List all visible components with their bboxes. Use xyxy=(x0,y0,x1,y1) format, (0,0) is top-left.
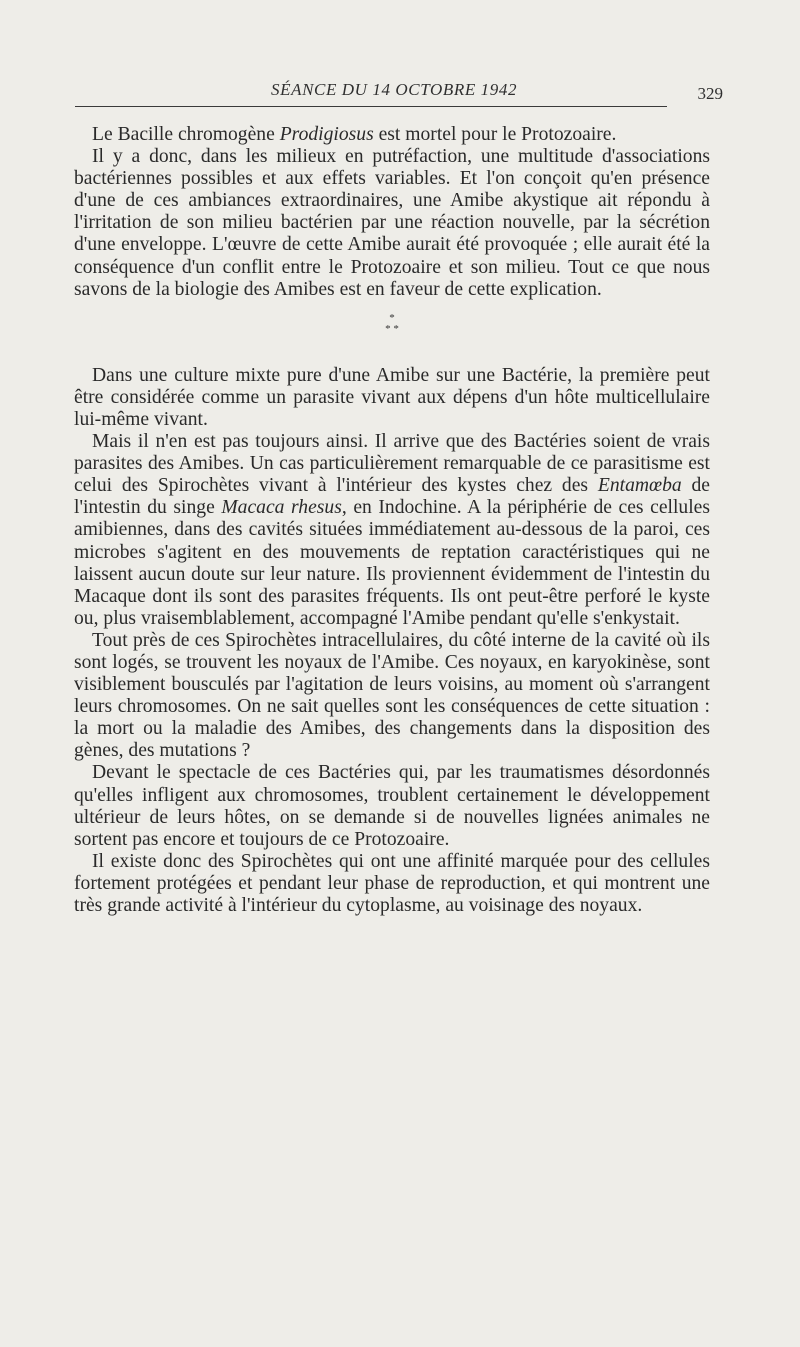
paragraph-5: Tout près de ces Spirochètes intracellulaires, du côté interne de la cavité où ils sont logés, se trouvent les noyaux de l'Amibe. Ces noyaux, en karyokinèse, sont visiblement bousculés par l'agitation de leurs voisins, au moment où s'arrangent leurs chromosomes. On ne sait quelles sont les conséquences de cette situation : la mort ou la maladie des Amibes, des changements dans la disposition des gènes, des mutations ? xyxy=(74,629,710,762)
section-asterism xyxy=(74,313,710,335)
paragraph-7: Il existe donc des Spirochètes qui ont une affinité marquée pour des cellules fortement protégées et pendant leur phase de reproduction, et qui montrent une très grande activité à l'intérieur du cytoplasme, au voisinage des noyaux. xyxy=(74,850,710,916)
paragraph-4: Mais il n'en est pas toujours ainsi. Il arrive que des Bactéries soient de vrais parasites des Amibes. Un cas particulièrement remarquable de ce parasitisme est celui des Spirochètes vivant à l'intérieur des kystes chez des Entamœba de l'intestin du singe Macaca rhesus, en Indochine. A la périphérie de ces cellules amibiennes, dans des cavités situées immédiatement au-dessous de la paroi, ces microbes s'agitent en des mouvements de reptation caractéristiques qui ne laissent aucun doute sur leur nature. Ils proviennent évidemment de l'intestin du Macaque dont ils sont des parasites fréquents. Ils ont peut-être perforé le kyste ou, plus vraisemblablement, accompagné l'Amibe pendant qu'elle s'enkystait. xyxy=(74,431,710,629)
species-name-macaca: Macaca rhesus xyxy=(221,497,342,519)
paragraph-3: Dans une culture mixte pure d'une Amibe sur une Bactérie, la première peut être considérée comme un parasite vivant aux dépens d'un hôte multicellulaire lui-même vivant. xyxy=(74,364,710,430)
asterism-bottom: * * xyxy=(385,322,399,335)
paragraph-6: Devant le spectacle de ces Bactéries qui, par les traumatismes désordonnés qu'elles infligent aux chromosomes, troublent certainement le développement ultérieur de leurs hôtes, on se demande si de nouvelles lignées animales ne sortent pas encore et toujours de ce Protozoaire. xyxy=(74,762,710,850)
species-name: Prodigiosus xyxy=(279,124,374,145)
running-title: SÉANCE DU 14 OCTOBRE 1942 xyxy=(271,80,518,99)
paragraph-1: Le Bacille chromogène Prodigiosus est mortel pour le Protozoaire. xyxy=(92,124,617,145)
body-text xyxy=(74,124,710,917)
page-header xyxy=(75,76,723,116)
asterism-top: * xyxy=(389,311,395,324)
header-rule xyxy=(75,106,667,107)
genus-name: Entamœba xyxy=(597,475,682,497)
page-number: 329 xyxy=(697,84,723,103)
paragraph-2: Il y a donc, dans les milieux en putréfaction, une multitude d'associations bactériennes possibles et aux effets variables. Et l'on conçoit qu'en présence d'une de ces ambiances extraordinaires, une Amibe akystique ait répondu à l'irritation de son milieu bactérien par une réaction nouvelle, par la sécrétion d'une enveloppe. L'œuvre de cette Amibe aurait été provoquée ; elle aurait été la conséquence d'un conflit entre le Protozoaire et son milieu. Tout ce que nous savons de la biologie des Amibes est en faveur de cette explication. xyxy=(74,146,710,300)
